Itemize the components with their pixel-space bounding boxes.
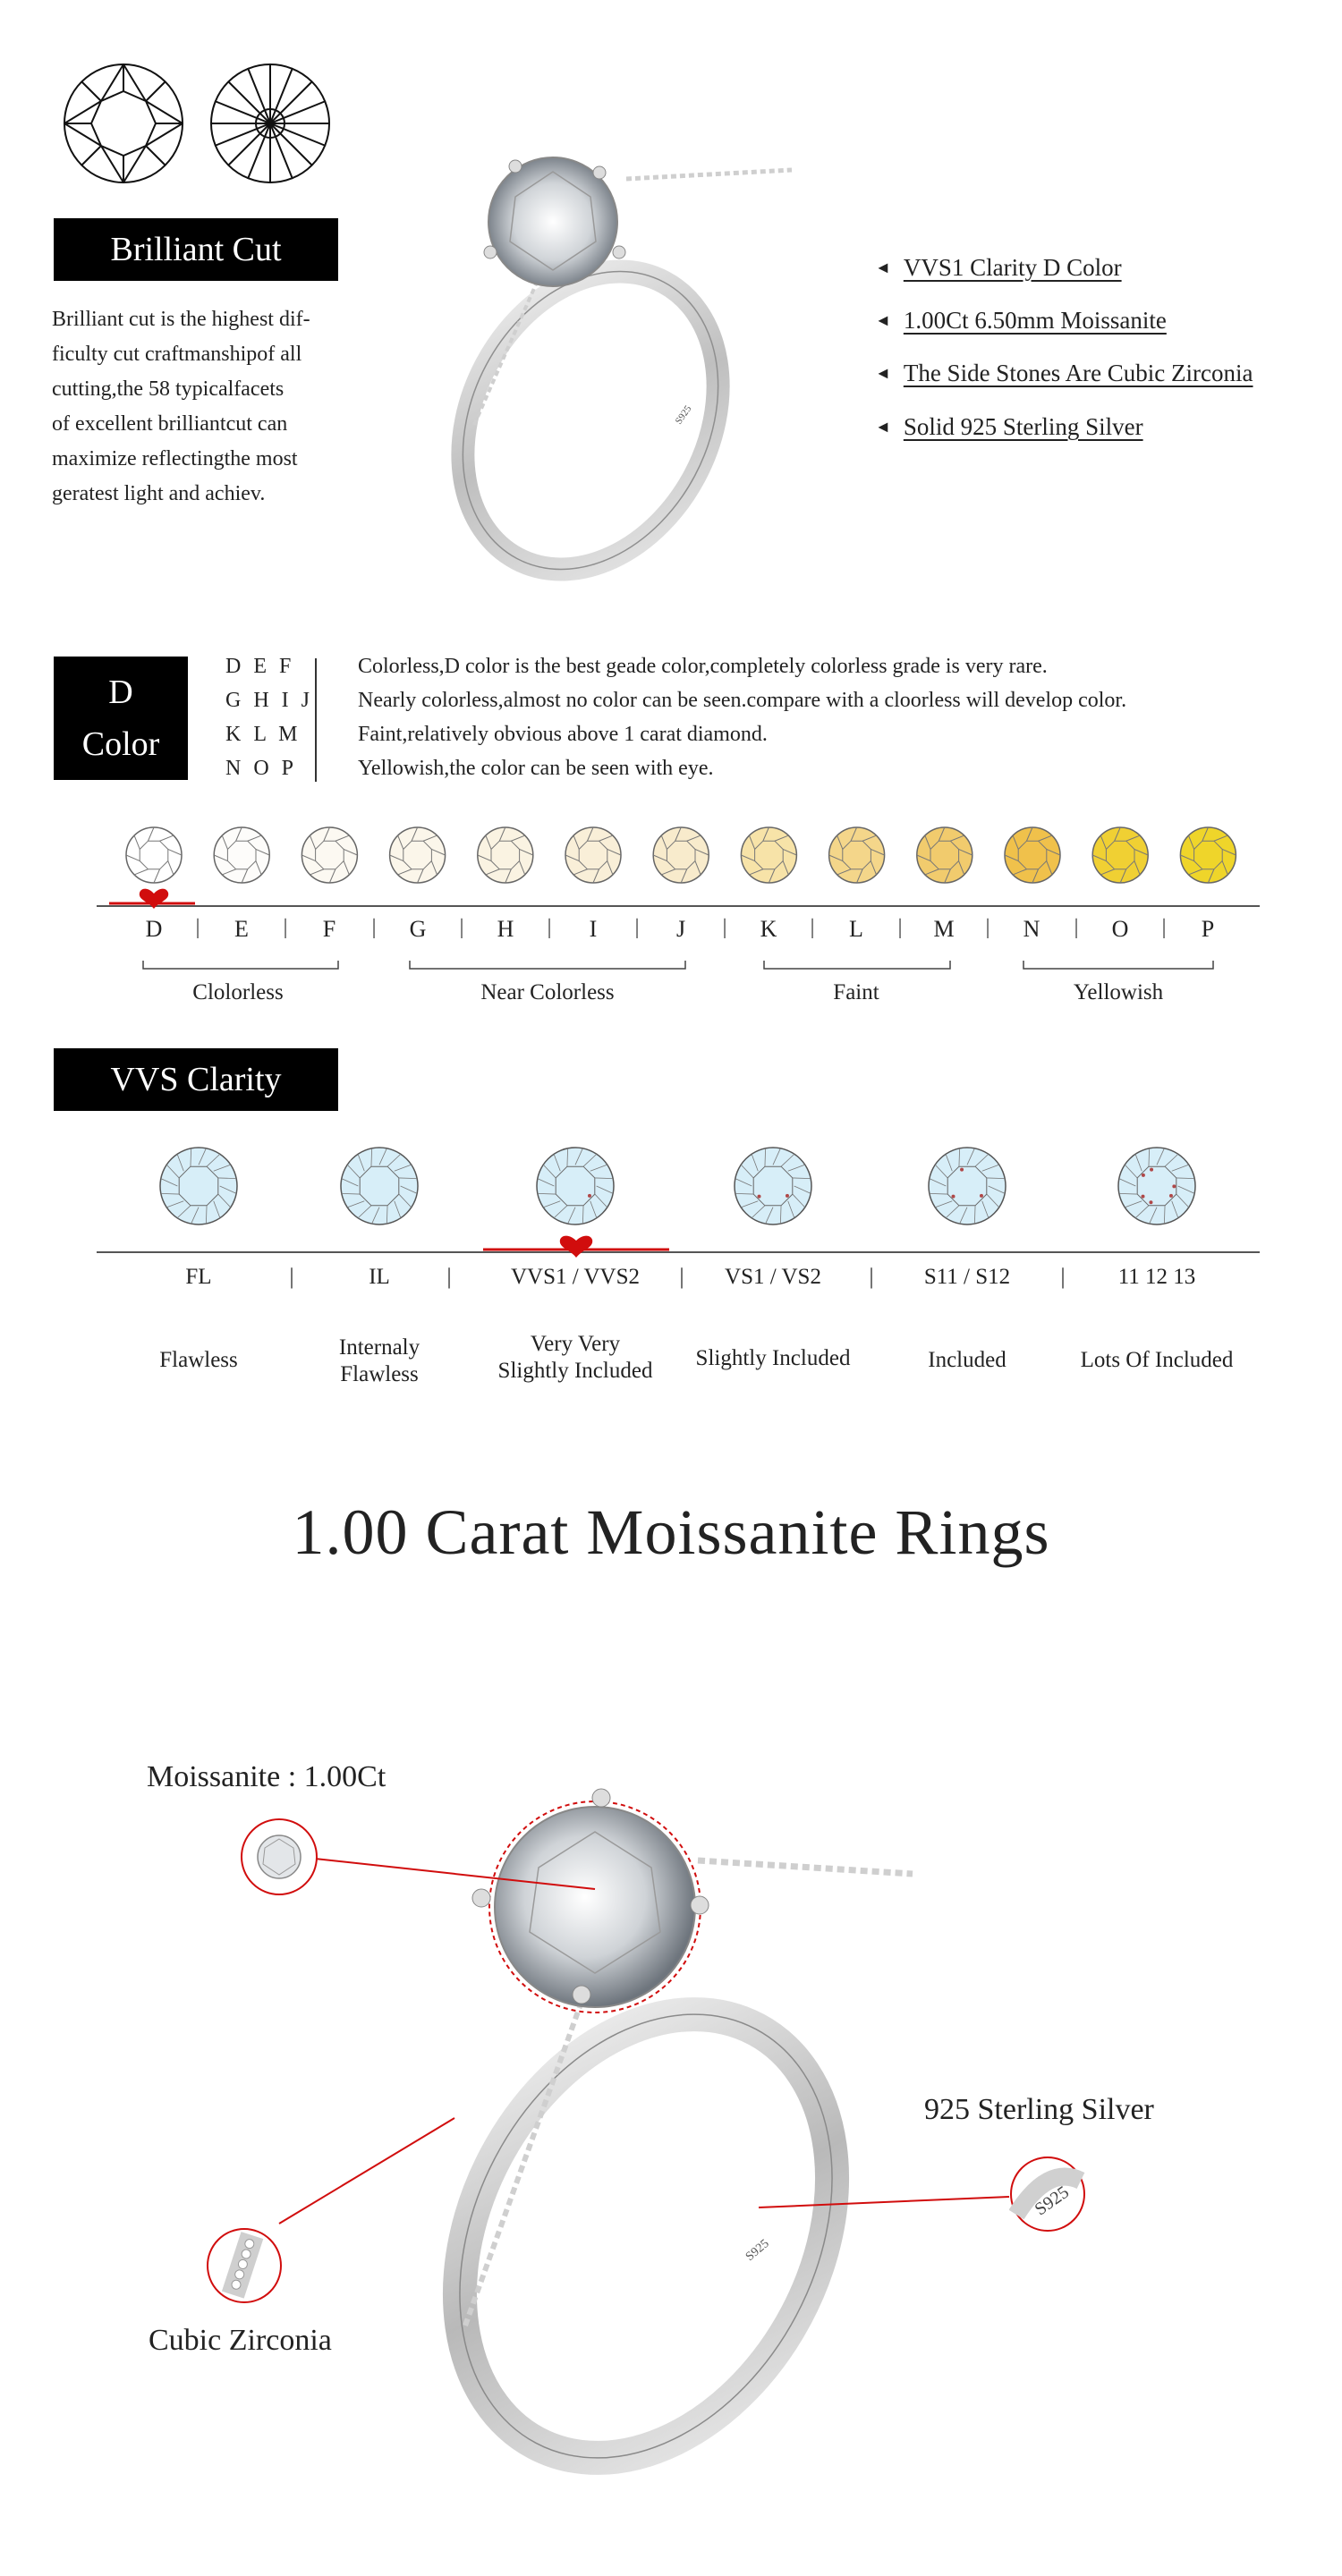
letter-separator: |	[897, 916, 903, 939]
color-grade-description: Nearly colorless,almost no color can be seen.compare with a cloorless will develop color.	[358, 689, 1127, 712]
clarity-grade-label: FL	[185, 1265, 212, 1289]
zirconia-zoom-icon	[206, 2227, 283, 2304]
letter-separator: |	[722, 916, 727, 939]
letter-separator: |	[459, 916, 464, 939]
color-gem-icon	[829, 827, 885, 883]
grade-divider	[315, 658, 317, 782]
clarity-gem-icon	[160, 1148, 237, 1224]
color-category-label: Faint	[833, 980, 879, 1004]
brilliant-cut-diagram-top-icon	[61, 61, 186, 186]
zirconia-callout-label: Cubic Zirconia	[149, 2324, 332, 2357]
ring-product-image	[420, 116, 814, 581]
ring-stamp-text: S925	[673, 403, 694, 427]
color-gem-icon	[126, 827, 182, 883]
color-letter: O	[1111, 916, 1129, 942]
color-letter: G	[409, 916, 427, 942]
clarity-name-line: Lots Of Included	[1080, 1348, 1234, 1372]
clarity-title: VVS Clarity	[54, 1048, 338, 1111]
brilliant-cut-diagram-bottom-icon	[208, 61, 333, 186]
color-grade-letters: D E F	[225, 655, 295, 678]
color-letter: N	[1023, 916, 1040, 942]
color-title-line: D	[108, 674, 133, 711]
color-letter: M	[933, 916, 955, 942]
clarity-separator: |	[446, 1265, 452, 1289]
color-letter: D	[145, 916, 163, 942]
clarity-grade-label: VVS1 / VVS2	[510, 1265, 641, 1289]
arrow-left-icon: ◄	[875, 364, 891, 382]
clarity-grade-label: VS1 / VS2	[725, 1265, 821, 1289]
clarity-grade-name	[339, 1335, 420, 1388]
letter-separator: |	[371, 916, 377, 939]
clarity-grade-label: S11 / S12	[923, 1265, 1011, 1289]
clarity-gem-icon	[735, 1148, 811, 1224]
color-gem-icon	[1005, 827, 1060, 883]
description-line: cutting,the 58 typicalfacets	[52, 377, 285, 401]
clarity-name-line: Flawless	[340, 1362, 419, 1386]
clarity-scale	[0, 1136, 1342, 1261]
clarity-grade-name	[159, 1347, 238, 1374]
color-gem-icon	[302, 827, 357, 883]
feature-item	[875, 360, 1253, 387]
letter-separator: |	[283, 916, 288, 939]
color-gem-icon	[1092, 827, 1148, 883]
arrow-left-icon: ◄	[875, 258, 891, 276]
brilliant-cut-title: Brilliant Cut	[54, 218, 338, 281]
clarity-gem-icon	[537, 1148, 614, 1224]
description-line: Brilliant cut is the highest dif-	[52, 308, 310, 331]
letter-separator: |	[634, 916, 640, 939]
stamp-zoom-text: S925	[1031, 2182, 1073, 2220]
clarity-gem-icon	[929, 1148, 1006, 1224]
clarity-grade-name	[1081, 1347, 1234, 1374]
arrow-left-icon: ◄	[875, 311, 891, 329]
heart-marker-icon	[560, 1236, 592, 1258]
color-gem-icon	[214, 827, 269, 883]
color-gem-icon	[653, 827, 709, 883]
clarity-name-line: Very Very	[530, 1332, 621, 1356]
color-grade-description: Faint,relatively obvious above 1 carat diamond.	[358, 723, 768, 746]
letter-separator: |	[985, 916, 990, 939]
clarity-grade-name	[928, 1347, 1006, 1374]
clarity-grade-label: IL	[369, 1265, 390, 1289]
feature-item	[875, 413, 1143, 441]
color-gem-icon	[565, 827, 621, 883]
letter-separator: |	[1161, 916, 1167, 939]
color-gem-icon	[478, 827, 533, 883]
color-gem-icon	[1180, 827, 1236, 883]
clarity-name-line: Internaly	[338, 1335, 420, 1360]
clarity-gem-icon	[341, 1148, 418, 1224]
clarity-separator: |	[289, 1265, 294, 1289]
description-line: maximize reflectingthe most	[52, 447, 298, 470]
description-line: of excellent brilliantcut can	[52, 412, 288, 436]
color-category-label: Near Colorless	[480, 980, 615, 1004]
clarity-name-line: Flawless	[159, 1348, 238, 1372]
color-letter: L	[849, 916, 863, 942]
description-line: ficulty cut craftmanshipof all	[52, 343, 302, 366]
clarity-grade-name	[498, 1331, 653, 1385]
color-grade-description: Yellowish,the color can be seen with eye.	[358, 757, 714, 780]
color-letter: K	[760, 916, 777, 942]
clarity-name-line: Slightly Included	[497, 1359, 653, 1383]
letter-separator: |	[810, 916, 815, 939]
page-headline: 1.00 Carat Moissanite Rings	[292, 1496, 1050, 1568]
color-category-label: Clolorless	[192, 980, 284, 1004]
clarity-gem-icon	[1118, 1148, 1195, 1224]
clarity-name-line: Included	[928, 1348, 1007, 1372]
ring-stamp-text: S925	[743, 2237, 772, 2265]
feature-item	[875, 254, 1122, 282]
clarity-separator: |	[679, 1265, 684, 1289]
silver-stamp-zoom-icon	[1009, 2156, 1086, 2233]
moissanite-callout-label: Moissanite : 1.00Ct	[147, 1760, 386, 1793]
color-letter: I	[589, 916, 598, 942]
clarity-separator: |	[869, 1265, 874, 1289]
color-grade-letters: K L M	[225, 723, 302, 746]
feature-label: VVS1 Clarity D Color	[903, 254, 1122, 281]
description-line: geratest light and achiev.	[52, 482, 266, 505]
color-letter: P	[1201, 916, 1215, 942]
color-gem-icon	[917, 827, 973, 883]
color-letter: H	[497, 916, 514, 942]
feature-label: 1.00Ct 6.50mm Moissanite	[903, 307, 1167, 334]
clarity-name-line: Slightly Included	[695, 1346, 851, 1370]
clarity-separator: |	[1060, 1265, 1066, 1289]
letter-separator: |	[1074, 916, 1079, 939]
color-gem-icon	[741, 827, 796, 883]
feature-item	[875, 307, 1167, 335]
letter-separator: |	[195, 916, 200, 939]
silver-callout-label: 925 Sterling Silver	[924, 2093, 1154, 2126]
color-grade-letters: N O P	[225, 757, 298, 780]
color-category-brackets	[0, 957, 1342, 975]
color-title-line: Color	[81, 725, 160, 763]
letter-separator: |	[547, 916, 552, 939]
color-category-label: Yellowish	[1073, 980, 1164, 1004]
color-grade-letters: G H I J	[225, 689, 313, 712]
color-letter: J	[675, 916, 686, 942]
arrow-left-icon: ◄	[875, 418, 891, 436]
color-title	[54, 657, 188, 780]
color-letter: E	[234, 916, 249, 942]
color-grade-description: Colorless,D color is the best geade color,completely colorless grade is very rare.	[358, 655, 1048, 678]
callout-lines	[0, 1771, 1342, 2397]
color-scale	[0, 805, 1342, 912]
color-gem-icon	[390, 827, 446, 883]
feature-label: The Side Stones Are Cubic Zirconia	[903, 360, 1253, 386]
clarity-grade-name	[696, 1345, 851, 1372]
color-letter: F	[322, 916, 336, 942]
feature-label: Solid 925 Sterling Silver	[903, 413, 1143, 440]
moissanite-zoom-icon	[240, 1818, 319, 1896]
brilliant-cut-description	[52, 302, 310, 512]
clarity-grade-label: 11 12 13	[1117, 1265, 1196, 1289]
